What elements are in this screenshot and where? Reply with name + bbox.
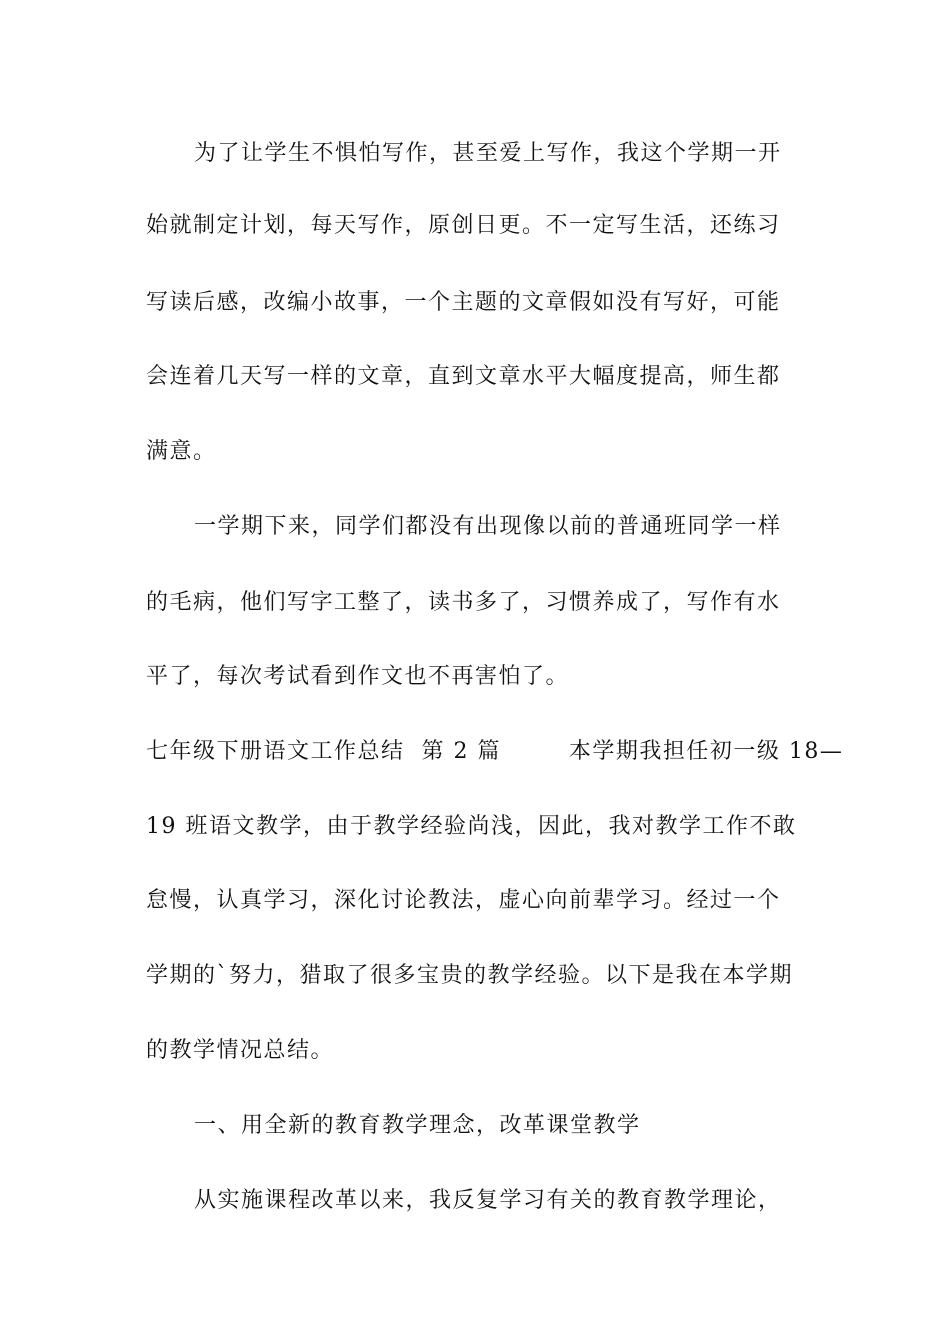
subheading-line: 一、用全新的教育教学理念，改革课堂教学 xyxy=(194,1113,641,1138)
text-line: 一学期下来，同学们都没有出现像以前的普通班同学一样 xyxy=(194,514,782,539)
text-line: 的毛病，他们写字工整了，读书多了，习惯养成了，写作有水 xyxy=(146,590,781,615)
text-line: 从实施课程改革以来，我反复学习有关的教育教学理论， xyxy=(194,1188,782,1213)
text-line: 为了让学生不惧怕写作，甚至爱上写作，我这个学期一开 xyxy=(194,141,782,166)
text-line: 19 班语文教学，由于教学经验尚浅，因此，我对教学工作不敢 xyxy=(146,814,797,839)
text-line: 的教学情况总结。 xyxy=(146,1038,335,1063)
text-line: 学期的`努力，猎取了很多宝贵的教学经验。以下是我在本学期 xyxy=(146,963,794,988)
text-line: 始就制定计划，每天写作，原创日更。不一定写生活，还练习 xyxy=(146,213,781,238)
text-line: 平了，每次考试看到作文也不再害怕了。 xyxy=(146,664,570,689)
text-line: 满意。 xyxy=(146,439,217,464)
text-line: 怠慢，认真学习，深化讨论教法，虚心向前辈学习。经过一个 xyxy=(146,888,781,913)
text-line: 写读后感，改编小故事，一个主题的文章假如没有写好，可能 xyxy=(146,290,781,315)
section-heading-line: 七年级下册语文工作总结 第 2 篇 本学期我担任初一级 18— xyxy=(146,739,844,764)
text-line: 会连着几天写一样的文章，直到文章水平大幅度提高，师生都 xyxy=(146,364,781,389)
